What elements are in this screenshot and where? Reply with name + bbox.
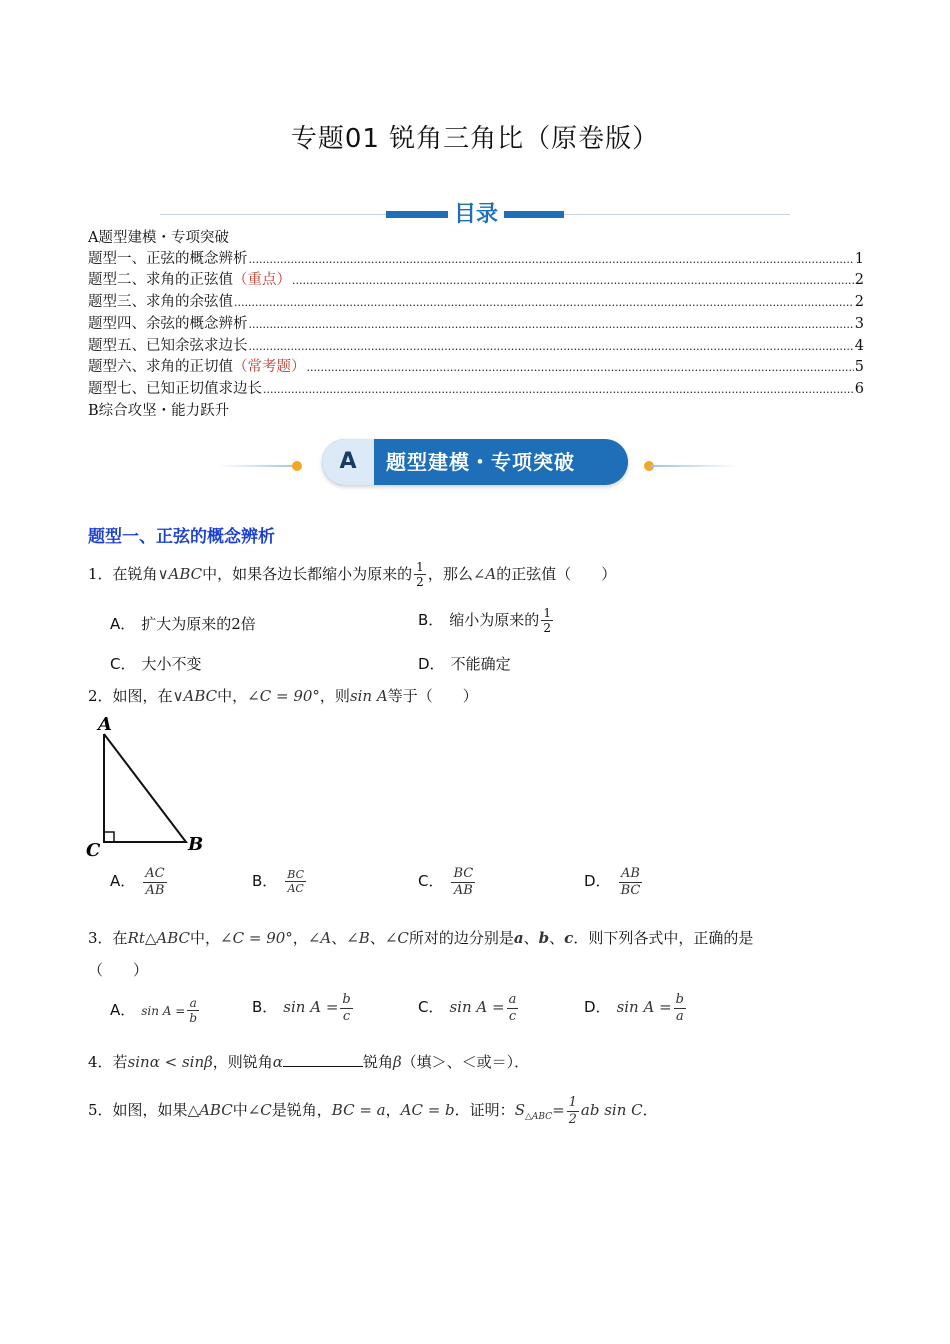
toc-item[interactable] xyxy=(88,314,864,336)
table-of-contents xyxy=(88,228,864,421)
toc-item-label: 题型四、余弦的概念辨析 xyxy=(88,315,248,332)
toc-item-label: 题型六、求角的正切值 xyxy=(88,359,233,376)
toc-item[interactable] xyxy=(88,336,864,358)
q1-option-c[interactable]: C． 大小不变 xyxy=(110,655,202,673)
toc-item-label: 题型五、已知余弦求边长 xyxy=(88,337,248,354)
toc-bar-right xyxy=(504,211,564,218)
toc-leader-dots xyxy=(263,379,854,401)
banner-text: 题型建模・专项突破 xyxy=(386,450,575,474)
toc-leader-dots xyxy=(292,270,854,292)
toc-item-page: 2 xyxy=(854,272,864,289)
toc-item[interactable] xyxy=(88,249,864,271)
banner-dot-left xyxy=(292,461,302,471)
toc-item-page: 6 xyxy=(854,380,864,397)
fraction: $\frac{1}{2}$ xyxy=(416,560,424,590)
toc-leader-dots xyxy=(249,314,854,336)
section-banner xyxy=(322,439,628,485)
triangle-edges xyxy=(104,734,186,842)
banner-line-right xyxy=(650,465,738,467)
triangle-figure xyxy=(82,710,212,860)
toc-item-page: 2 xyxy=(854,294,864,311)
q2-option-c[interactable]: C． $\frac{BC}{AB}$ xyxy=(418,866,474,898)
toc-leader-dots xyxy=(249,249,854,271)
q1-option-d[interactable]: D． 不能确定 xyxy=(418,655,511,673)
toc-item[interactable] xyxy=(88,379,864,401)
toc-section-b: B综合攻坚・能力跃升 xyxy=(88,402,230,419)
toc-section-a: A题型建模・专项突破 xyxy=(88,230,229,246)
section-heading: 题型一、正弦的概念辨析 xyxy=(88,527,275,547)
q2-option-d[interactable]: D． $\frac{AB}{BC}$ xyxy=(584,866,641,898)
question-4: 4．若sinα < sinβ，则锐角α 锐角β（填＞、＜或＝）． xyxy=(88,1053,530,1071)
toc-item[interactable] xyxy=(88,357,864,379)
q1-option-b[interactable]: B． 缩小为原来的 $\frac{1}{2}$ xyxy=(418,606,551,636)
toc-item-label: 题型二、求角的正弦值 xyxy=(88,272,233,289)
toc-item-tag: （常考题） xyxy=(233,359,306,376)
right-angle-mark xyxy=(104,832,114,842)
toc-item-page: 4 xyxy=(854,337,864,354)
vertex-c-label: C xyxy=(86,840,101,860)
vertex-b-label: B xyxy=(188,834,204,855)
q2-option-b[interactable]: B． $\frac{BC}{AC}$ xyxy=(252,868,305,896)
toc-item-tag: （重点） xyxy=(233,272,291,289)
toc-leader-dots xyxy=(307,357,854,379)
toc-item[interactable] xyxy=(88,270,864,292)
q1-option-a[interactable]: A． 扩大为原来的2倍 xyxy=(110,615,256,633)
q3-option-b[interactable]: B． sin A = $\frac{b}{c}$ xyxy=(252,992,351,1024)
page-title: 专题01 锐角三角比（原卷版） xyxy=(290,124,660,154)
toc-heading: 目录 xyxy=(448,197,504,228)
toc-leader-dots xyxy=(234,292,854,314)
q3-option-c[interactable]: C． sin A = $\frac{a}{c}$ xyxy=(418,992,517,1024)
toc-item-page: 1 xyxy=(854,250,864,267)
banner-letter: A xyxy=(322,439,374,485)
q2-option-a[interactable]: A． $\frac{AC}{AB}$ xyxy=(110,866,165,898)
question-1: 1．在锐角∨ABC中，如果各边长都缩小为原来的 $\frac{1}{2}$ ，那么∠A的正弦值（ ） xyxy=(88,560,617,590)
toc-leader-dots xyxy=(249,336,854,358)
question-3: 3．在Rt△ABC中，∠C = 90°，∠A、∠B、∠C所对的边分别是a、b、c．则下列各式中，正确的是 xyxy=(88,929,754,947)
toc-item-label: 题型七、已知正切值求边长 xyxy=(88,380,262,397)
question-3-paren: （ ） xyxy=(88,961,149,979)
question-2: 2．如图，在∨ABC中，∠C = 90°，则sin A等于（ ） xyxy=(88,687,478,705)
vertex-a-label: A xyxy=(98,714,112,735)
toc-item[interactable] xyxy=(88,292,864,314)
q3-option-a[interactable]: A． sin A = $\frac{a}{b}$ xyxy=(110,996,198,1026)
toc-item-page: 5 xyxy=(854,359,864,376)
answer-blank[interactable] xyxy=(283,1052,363,1067)
toc-item-label: 题型三、求角的余弦值 xyxy=(88,294,233,311)
toc-item-page: 3 xyxy=(854,315,864,332)
toc-bar-left xyxy=(386,211,448,218)
toc-item-label: 题型一、正弦的概念辨析 xyxy=(88,250,248,267)
question-5: 5．如图，如果△ABC中∠C是锐角，BC = a，AC = b．证明：$S_{\triangle ABC}=$ $\frac{1}{2}$ ab sin C． xyxy=(88,1095,658,1127)
q3-option-d[interactable]: D． sin A = $\frac{b}{a}$ xyxy=(584,992,684,1024)
banner-line-left xyxy=(218,465,298,467)
